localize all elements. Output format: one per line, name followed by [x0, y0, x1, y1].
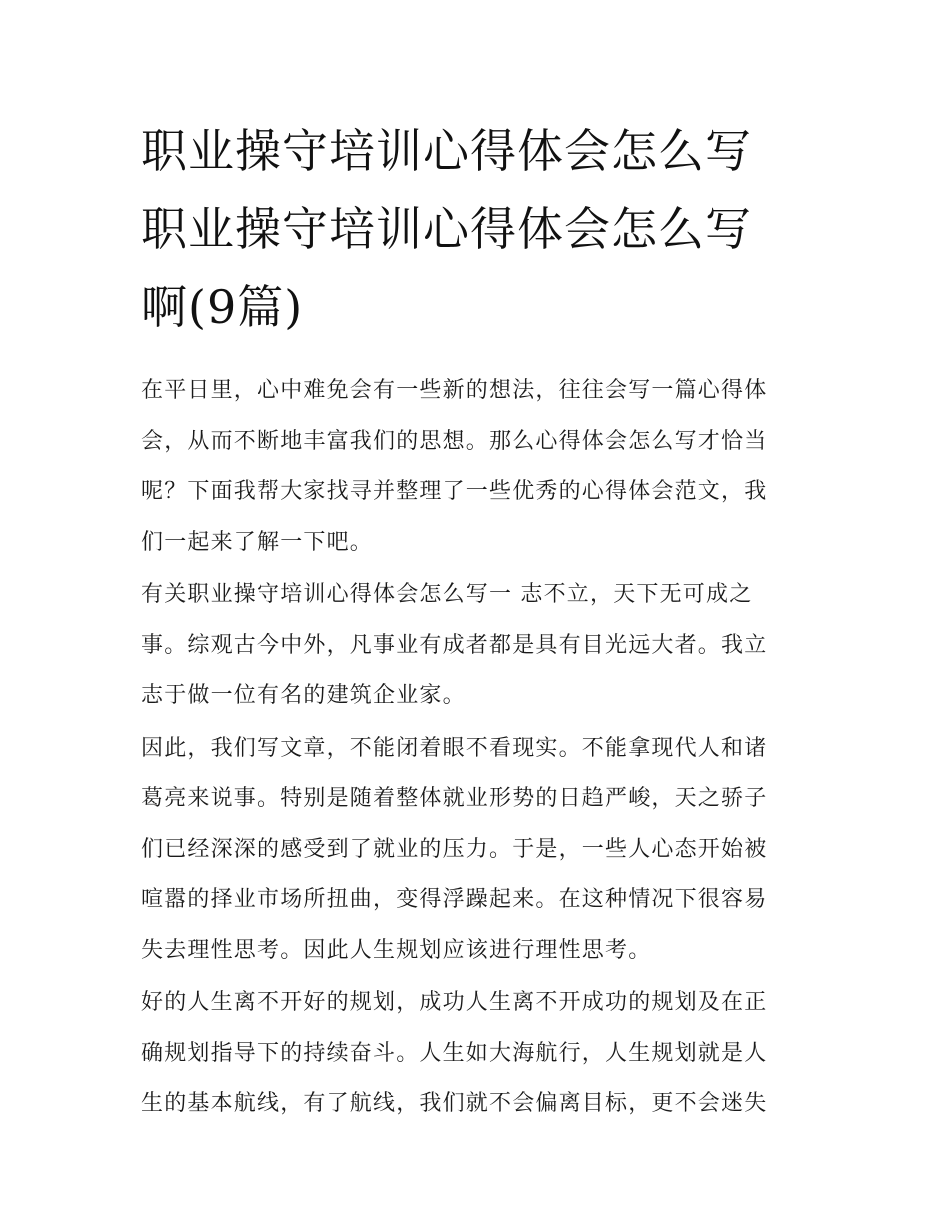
text-line: 好的人生离不开好的规划，成功人生离不开成功的规划及在正: [141, 990, 768, 1015]
document-title: [141, 112, 813, 346]
text-line: 们已经深深的感受到了就业的压力。于是，一些人心态开始被: [141, 836, 768, 862]
intro-paragraph: [141, 366, 813, 568]
text-line: 葛亮来说事。特别是随着整体就业形势的日趋严峻，天之骄子: [141, 786, 768, 811]
text-line: 会，从而不断地丰富我们的思想。那么心得体会怎么写才恰当: [141, 428, 768, 454]
text-line: 生的基本航线，有了航线，我们就不会偏离目标，更不会迷失: [141, 1091, 768, 1116]
text-line: 呢？下面我帮大家找寻并整理了一些优秀的心得体会范文，我: [141, 479, 768, 504]
title-line: 啊(9篇): [141, 280, 304, 334]
text-line: 失去理性思考。因此人生规划应该进行理性思考。: [141, 937, 652, 963]
text-line: 因此，我们写文章，不能闭着眼不看现实。不能拿现代人和诸: [141, 735, 768, 761]
section-one-paragraph: [141, 570, 813, 722]
text-line: 确规划指导下的持续奋斗。人生如大海航行，人生规划就是人: [141, 1040, 768, 1066]
title-line: 职业操守培训心得体会怎么写: [141, 202, 752, 256]
text-line: 志于做一位有名的建筑企业家。: [141, 683, 466, 708]
title-line: 职业操守培训心得体会怎么写: [141, 124, 752, 178]
text-line: 喧嚣的择业市场所扭曲，变得浮躁起来。在这种情况下很容易: [141, 887, 768, 912]
text-line: 有关职业操守培训心得体会怎么写一 志不立，天下无可成之: [141, 582, 753, 607]
body-paragraph: [141, 978, 813, 1130]
text-line: 在平日里，心中难免会有一些新的想法，往往会写一篇心得体: [141, 378, 768, 403]
body-paragraph: [141, 724, 813, 977]
document-body: [141, 112, 813, 1132]
text-line: 事。综观古今中外，凡事业有成者都是具有目光远大者。我立: [141, 632, 768, 658]
text-line: 们一起来了解一下吧。: [141, 529, 374, 555]
